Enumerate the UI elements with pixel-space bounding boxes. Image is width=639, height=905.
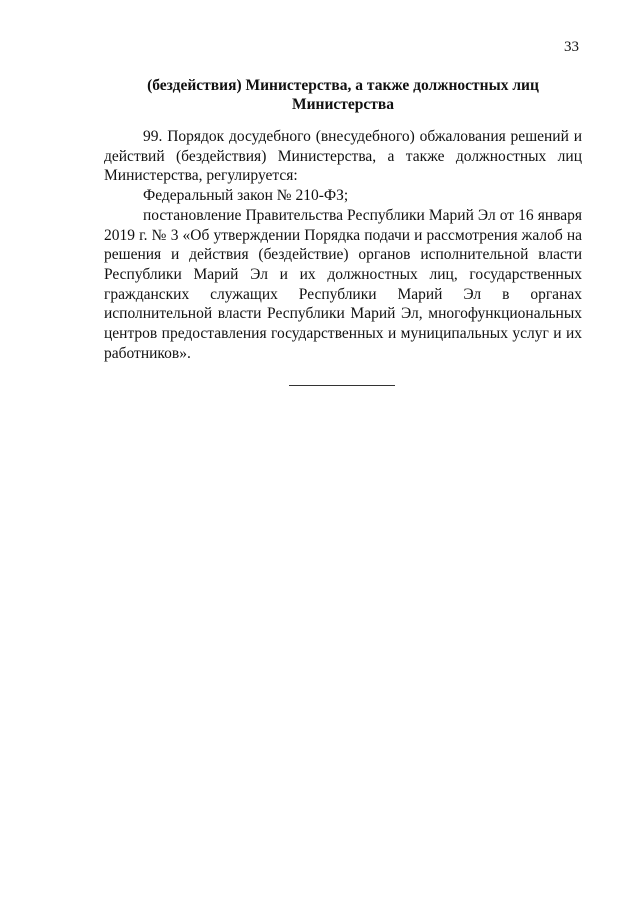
paragraph-federal-law: Федеральный закон № 210-ФЗ;: [143, 187, 349, 205]
section-title-line-2: Министерства: [291, 96, 395, 113]
end-divider: [289, 385, 395, 386]
section-title: [104, 76, 582, 114]
body-text: [104, 127, 582, 363]
paragraph-government-decree: постановление Правительства Республики Марий Эл от 16 января 2019 г. № 3 «Об утверждении Порядка подачи и рассмотрения жалоб на решения и действия (бездействие) органов исполнительной власти Республики Марий Эл и их должностных лиц, государственных гражданских служащих Республики Марий Эл в органах исполнительной власти Республики Марий Эл, многофункциональных центров предоставления государственных и муниципальных услуг и их работников».: [104, 206, 582, 362]
paragraph-99: 99. Порядок досудебного (внесудебного) обжалования решений и действий (бездействия) Министерства, а также должностных лиц Министерства, регулируется:: [104, 128, 582, 185]
section-title-line-1: (бездействия) Министерства, а также должностных лиц: [147, 77, 539, 94]
page-number: 33: [564, 39, 579, 55]
